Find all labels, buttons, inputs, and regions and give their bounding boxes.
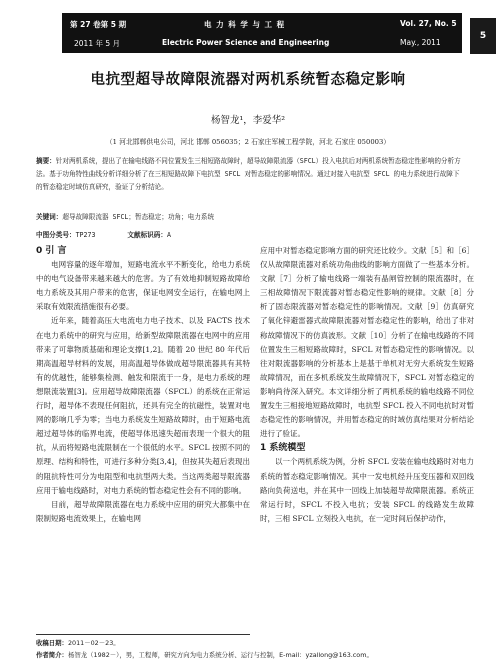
header-band-bottom — [62, 34, 462, 53]
doc-code-label: 文献标识码： — [127, 231, 167, 239]
volume-issue-cn: 第 27 卷第 5 期 — [70, 20, 127, 29]
classification-line — [36, 229, 466, 239]
volume-issue-en: Vol. 27, No. 5 — [400, 19, 457, 28]
body-left-column — [36, 244, 250, 526]
body-right-column — [260, 244, 474, 526]
date-cn: 2011 年 5 月 — [74, 39, 121, 48]
page-number: 5 — [470, 18, 496, 54]
clc-label: 中图分类号： — [36, 231, 76, 239]
article-authors: 杨智龙¹，李爱华² — [210, 115, 286, 126]
author-bio-label: 作者简介： — [36, 651, 68, 659]
article-title: 电抗型超导故障限流器对两机系统暂态稳定影响 — [90, 72, 406, 88]
doc-code-value: A — [166, 231, 171, 239]
journal-name-cn: 电 力 科 学 与 工 程 — [204, 20, 286, 29]
header-band-top — [62, 13, 462, 34]
section-0-paragraph-3: 目前，超导故障限流器在电力系统中应用的研究大都集中在限制短路电流效果上，在输电网 — [36, 499, 250, 523]
right-paragraph-continued: 应用中对暂态稳定影响方面的研究还比较少。文献［5］和［6］仅从故障限流器对系统功角曲线的影响方面做了一些基本分析。文献［7］分析了输电线路一端装有晶闸管控制的限流器时，在三相故障情况下限流器对暂态稳定性影响的规律。文献［8］分析了固态限流器对暂态稳定性的影响情况。文献［9］仿真研究了氧化锌避雷器式故障限流器对暂态稳定性的影响，给出了非对称故障情况下的仿真波形。文献［10］分析了在输电线路的不同位置发生三相短路故障时，SFCL 对暂态稳定性的影响情况。以往对限流器影响的分析基本上是基于单机对无穷大系统发生短路故障情况，而在多机系统发生故障情况下，SFCL 对暂态稳定的影响尚待深入研究。本文详细分析了两机系统的输电线路不同位置发生三相接地短路故障时，电抗型 SFCL 投入不同电抗时对暂态稳定性的影响情况，并用暂态稳定的时域仿真结果对分析结论进行了验证。 — [260, 246, 474, 439]
received-label: 收稿日期： — [36, 639, 68, 647]
author-bio-note — [36, 650, 466, 659]
footnote-divider — [36, 634, 250, 635]
article-affiliation: （1 河北邯郸供电公司，河北 邯郸 056035；2 石家庄军械工程学院，河北 石家庄 050003） — [105, 138, 391, 146]
journal-name-en: Electric Power Science and Engineering — [162, 38, 330, 47]
abstract — [36, 155, 466, 194]
section-0-paragraph-1: 电网容量的逐年增加，短路电流水平不断变化，给电力系统中的电气设备带来越来越大的危害。为了有效地抑制短路故障给电力系统及其用户带来的危害，保证电网安全运行，在输电网上采取有效限流措施很有必要。 — [36, 260, 250, 312]
abstract-text: 针对两机系统，提出了在输电线路不同位置发生三相短路故障时，超导故障限流器（SFCL）投入电抗后对两机系统暂态稳定性影响的分析方法。基于功角特性曲线分析详细分析了在三相短路故障下电抗型 SFCL 对暂态稳定的影响情况。通过对接入电抗型 SFCL 的电力系统进行故障下的暂态稳定时域仿真研究，验证了分析结论。 — [36, 157, 461, 191]
section-1-paragraph-1: 以一个两机系统为例，分析 SFCL 安装在输电线路时对电力系统的暂态稳定影响情况。其中一发电机经升压变压器和双回线路向负荷送电，并在其中一回线上加装超导故障限流器。系统正常运行时，SFCL 不投入电抗；安装 SFCL 的线路发生故障时，三相 SFCL 立刻投入电抗，在一定时间后保护动作， — [260, 457, 474, 523]
keywords-text: 超导故障限流器 SFCL；暂态稳定；功角；电力系统 — [62, 213, 215, 221]
keywords — [36, 211, 466, 221]
date-en: May., 2011 — [400, 38, 441, 47]
section-0-heading: 0 引 言 — [36, 246, 67, 256]
clc-value: TP273 — [75, 231, 96, 239]
journal-header — [62, 13, 462, 53]
author-bio-text: 杨智龙（1982－），男，工程师，研究方向为电力系统分析、运行与控制，E-mail：yzallong@163.com。 — [67, 651, 373, 659]
keywords-label: 关键词： — [36, 213, 63, 221]
section-1-heading: 1 系统模型 — [260, 443, 306, 454]
section-0-paragraph-2: 近年来，随着高压大电流电力电子技术、以及 FACTS 技术在电力系统中的研究与应用，给新型故障限流器在电网中的应用带来了可靠物质基础和理论支撑[1,2]。随着 20 世纪 80 年代后期高温超导材料的发展，用高温超导体做成超导限流器具有其特有的优越性，能够集检测、触发和限流于一身，是电力系统的理想限流装置[3]。应用超导故障限流器（SFCL）的系统在正常运行时，超导体不表现任何阻抗，还具有完全的抗磁性，装置对电网的影响几乎为零；当电力系统发生短路故障时，由于短路电流超过超导体的临界电流，使超导体迅速失超而表现一个很大的阻抗，从而将短路电流限制在一个很低的水平。SFCL 按照不同的原理、结构和特性，可进行多种分类[3,4]，但按其失超后表现出的阻抗特性可分为电阻型和电抗型两大类。当这两类超导限流器应用于输电线路时，对电力系统的暂态稳定性会有不同的影响。 — [36, 316, 250, 495]
received-value: 2011－02－23。 — [67, 639, 120, 647]
abstract-label: 摘要： — [36, 157, 56, 165]
received-date-note — [36, 638, 466, 647]
